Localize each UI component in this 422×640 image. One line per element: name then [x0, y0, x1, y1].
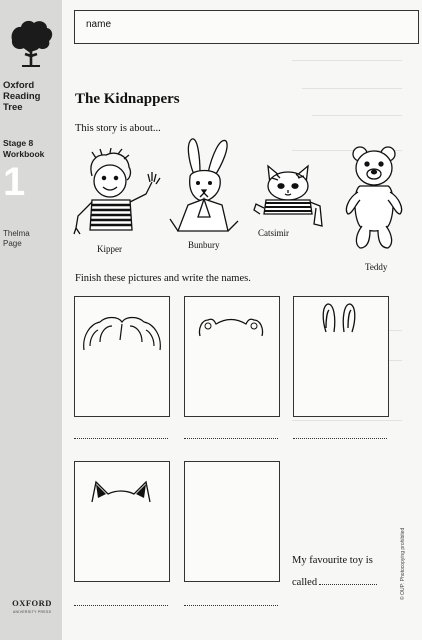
name-field[interactable]	[74, 10, 419, 44]
bunbury-illustration	[166, 135, 246, 237]
picture-box-blank[interactable]	[184, 461, 280, 582]
oxford-reading-tree-logo-icon	[8, 18, 54, 68]
page-title: The Kidnappers	[75, 91, 180, 107]
instruction-text: Finish these pictures and write the names.	[75, 273, 251, 284]
character-label: Bunbury	[188, 240, 220, 250]
kipper-hair-outline	[80, 312, 164, 354]
name-answer-line[interactable]	[184, 605, 278, 606]
kipper-illustration	[72, 148, 164, 248]
intro-text: This story is about...	[75, 123, 161, 134]
author-name	[3, 229, 61, 249]
favourite-toy-prompt	[292, 550, 402, 594]
cat-ears-outline	[88, 478, 154, 504]
publisher-logo: OXFORD	[12, 598, 52, 608]
teddy-illustration	[340, 144, 408, 252]
stage-text: Stage 8	[3, 138, 34, 148]
name-label: name	[86, 19, 112, 30]
workbook-text: Workbook	[3, 148, 45, 159]
series-name	[3, 80, 61, 113]
copyright-notice: © OUP: Photocopying prohibited	[400, 527, 406, 600]
author-last: Page	[3, 239, 22, 248]
workbook-number: 1	[3, 160, 26, 204]
name-answer-line[interactable]	[74, 605, 168, 606]
stage-label	[3, 138, 61, 159]
rabbit-ears-outline	[318, 300, 360, 336]
favourite-toy-line2: called	[292, 577, 318, 588]
character-label: Teddy	[365, 262, 388, 272]
character-label: Catsimir	[258, 228, 289, 238]
series-word: Reading	[3, 91, 41, 102]
favourite-toy-answer-line[interactable]	[319, 584, 377, 585]
character-label: Kipper	[97, 244, 122, 254]
catsimir-illustration	[252, 162, 326, 230]
name-answer-line[interactable]	[74, 438, 168, 439]
name-answer-line[interactable]	[293, 438, 387, 439]
series-word: Tree	[3, 102, 23, 113]
name-answer-line[interactable]	[184, 438, 278, 439]
teddy-ears-outline	[196, 310, 266, 340]
publisher-subtitle: UNIVERSITY PRESS	[12, 610, 52, 614]
favourite-toy-line1: My favourite toy is	[292, 555, 373, 566]
series-word: Oxford	[3, 80, 35, 91]
author-first: Thelma	[3, 229, 30, 238]
